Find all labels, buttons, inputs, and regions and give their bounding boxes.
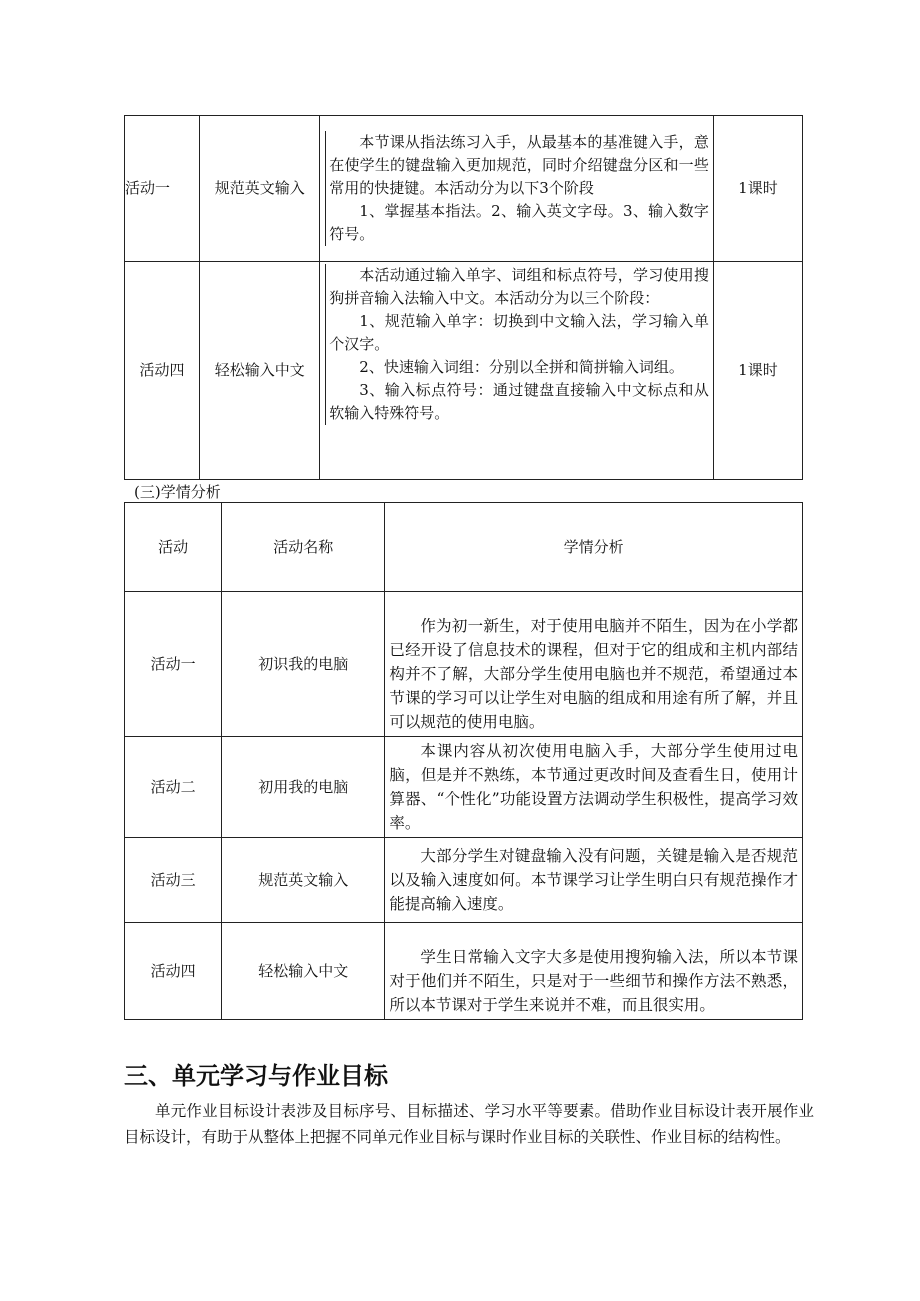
analysis-cell xyxy=(385,923,803,1020)
table-row xyxy=(125,592,803,737)
activity-cell: 活动一 xyxy=(125,592,222,737)
activity-cell: 活动一 xyxy=(125,116,200,262)
analysis-cell xyxy=(385,737,803,838)
activity-name-cell: 初识我的电脑 xyxy=(222,592,385,737)
activity-plan-table xyxy=(124,115,803,480)
body-paragraph: 单元作业目标设计表涉及目标序号、目标描述、学习水平等要素。借助作业目标设计表开展作业目标设计，有助于从整体上把握不同单元作业目标与课时作业目标的关联性、作业目标的结构性。 xyxy=(124,1102,814,1146)
section-heading: 三、单元学习与作业目标 xyxy=(124,1062,388,1090)
activity-name-cell: 规范英文输入 xyxy=(222,838,385,923)
analysis-text: 作为初一新生，对于使用电脑并不陌生，因为在小学都已经开设了信息技术的课程，但对于它的组成和主机内部结构并不了解，大部分学生使用电脑也并不规范，希望通过本节课的学习可以让学生对电脑的组成和用途有所了解，并且可以规范的使用电脑。 xyxy=(389,617,798,731)
analysis-cell xyxy=(385,592,803,737)
analysis-cell xyxy=(385,838,803,923)
table-header-row xyxy=(125,503,803,592)
activity-name-cell: 轻松输入中文 xyxy=(222,923,385,1020)
table-row xyxy=(125,116,803,262)
description-paragraph: 本活动通过输入单字、词组和标点符号，学习使用搜狗拼音输入法输入中文。本活动分为以三个阶段： xyxy=(329,266,709,307)
table-row xyxy=(125,737,803,838)
column-header: 活动名称 xyxy=(222,503,385,592)
learning-analysis-table xyxy=(124,502,803,1020)
activity-name-cell: 初用我的电脑 xyxy=(222,737,385,838)
activity-cell: 活动四 xyxy=(125,923,222,1020)
table-row xyxy=(125,838,803,923)
activity-cell: 活动四 xyxy=(125,262,200,480)
activity-description-cell xyxy=(320,116,714,262)
description-paragraph: 1、规范输入单字：切换到中文输入法，学习输入单个汉字。 xyxy=(329,312,709,353)
table-row xyxy=(125,262,803,480)
hours-cell: 1课时 xyxy=(713,262,802,480)
analysis-text: 本课内容从初次使用电脑入手，大部分学生使用过电脑，但是并不熟练，本节通过更改时间及查看生日，使用计算器、“个性化”功能设置方法调动学生积极性，提高学习效率。 xyxy=(389,742,798,832)
column-header: 活动 xyxy=(125,503,222,592)
analysis-text: 大部分学生对键盘输入没有问题，关键是输入是否规范以及输入速度如何。本节课学习让学生明白只有规范操作才能提高输入速度。 xyxy=(389,847,798,913)
activity-cell: 活动二 xyxy=(125,737,222,838)
description-paragraph: 1、掌握基本指法。2、输入英文字母。3、输入数字符号。 xyxy=(329,202,709,243)
description-paragraph: 2、快速输入词组：分别以全拼和简拼输入词组。 xyxy=(359,358,684,376)
analysis-text: 学生日常输入文字大多是使用搜狗输入法，所以本节课对于他们并不陌生，只是对于一些细节和操作方法不熟悉，所以本节课对于学生来说并不难，而且很实用。 xyxy=(389,948,798,1014)
activity-name-cell: 规范英文输入 xyxy=(200,116,320,262)
activity-name-cell: 轻松输入中文 xyxy=(200,262,320,480)
activity-cell: 活动三 xyxy=(125,838,222,923)
column-header: 学情分析 xyxy=(385,503,803,592)
hours-cell: 1课时 xyxy=(713,116,802,262)
activity-description-cell xyxy=(320,262,714,480)
description-paragraph: 本节课从指法练习入手，从最基本的基准键入手，意在使学生的键盘输入更加规范，同时介绍键盘分区和一些常用的快捷键。本活动分为以下3个阶段 xyxy=(329,133,709,197)
section-subtitle: (三)学情分析 xyxy=(134,483,221,501)
table-row xyxy=(125,923,803,1020)
description-paragraph: 3、输入标点符号：通过键盘直接输入中文标点和从软输入特殊符号。 xyxy=(329,381,709,422)
